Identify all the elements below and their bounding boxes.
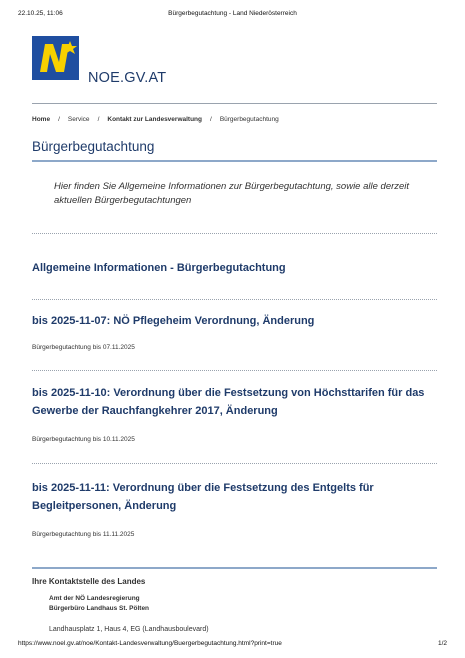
- breadcrumb-kontakt[interactable]: Kontakt zur Landesverwaltung: [107, 116, 202, 123]
- noe-logo-icon: [32, 36, 79, 80]
- intro-text: Hier finden Sie Allgemeine Informationen zur Bürgerbegutachtung, sowie alle derzeit aktuellen Bürgerbegutachtungen: [54, 181, 410, 206]
- noe-logo[interactable]: [32, 36, 79, 80]
- dotted-divider: [32, 463, 437, 464]
- header-divider: [32, 103, 437, 104]
- breadcrumb: [32, 116, 279, 123]
- print-page-number: 1/2: [437, 640, 447, 647]
- contact-divider: [32, 567, 437, 569]
- contact-org-line1: Amt der NÖ Landesregierung: [49, 595, 140, 602]
- breadcrumb-home[interactable]: Home: [32, 116, 51, 123]
- site-name[interactable]: NOE.GV.AT: [88, 70, 167, 86]
- breadcrumb-separator: /: [210, 116, 212, 123]
- item-meta-3: Bürgerbegutachtung bis 11.11.2025: [32, 531, 135, 538]
- breadcrumb-current: Bürgerbegutachtung: [219, 116, 279, 123]
- breadcrumb-service[interactable]: Service: [67, 116, 90, 123]
- print-header: [18, 10, 447, 20]
- breadcrumb-separator: /: [58, 116, 60, 123]
- title-divider: [32, 160, 437, 162]
- dotted-divider: [32, 233, 437, 234]
- item-link-3[interactable]: bis 2025-11-11: Verordnung über die Festsetzung des Entgelts für Begleitpersonen, Änderung: [32, 482, 374, 512]
- contact-heading: Ihre Kontaktstelle des Landes: [32, 577, 146, 586]
- page-title: Bürgerbegutachtung: [32, 139, 155, 154]
- contact-org: [49, 594, 149, 614]
- item-link-2[interactable]: bis 2025-11-10: Verordnung über die Festsetzung von Höchsttarifen für das Gewerbe der Rauchfangkehrer 2017, Änderung: [32, 387, 425, 417]
- print-title: Bürgerbegutachtung - Land Niederösterreich: [168, 10, 297, 17]
- item-meta-1: Bürgerbegutachtung bis 07.11.2025: [32, 344, 135, 351]
- dotted-divider: [32, 370, 437, 371]
- print-date: 22.10.25, 11:06: [18, 10, 63, 17]
- dotted-divider: [32, 299, 437, 300]
- item-meta-2: Bürgerbegutachtung bis 10.11.2025: [32, 436, 135, 443]
- print-url: https://www.noel.gv.at/noe/Kontakt-Landesverwaltung/Buergerbegutachtung.html?print=true: [18, 640, 282, 647]
- contact-org-line2: Bürgerbüro Landhaus St. Pölten: [49, 605, 150, 613]
- contact-address: Landhausplatz 1, Haus 4, EG (Landhausboulevard): [49, 626, 209, 633]
- general-info-link[interactable]: Allgemeine Informationen - Bürgerbegutachtung: [32, 262, 286, 274]
- breadcrumb-separator: /: [97, 116, 100, 123]
- item-link-1[interactable]: bis 2025-11-07: NÖ Pflegeheim Verordnung, Änderung: [32, 315, 315, 327]
